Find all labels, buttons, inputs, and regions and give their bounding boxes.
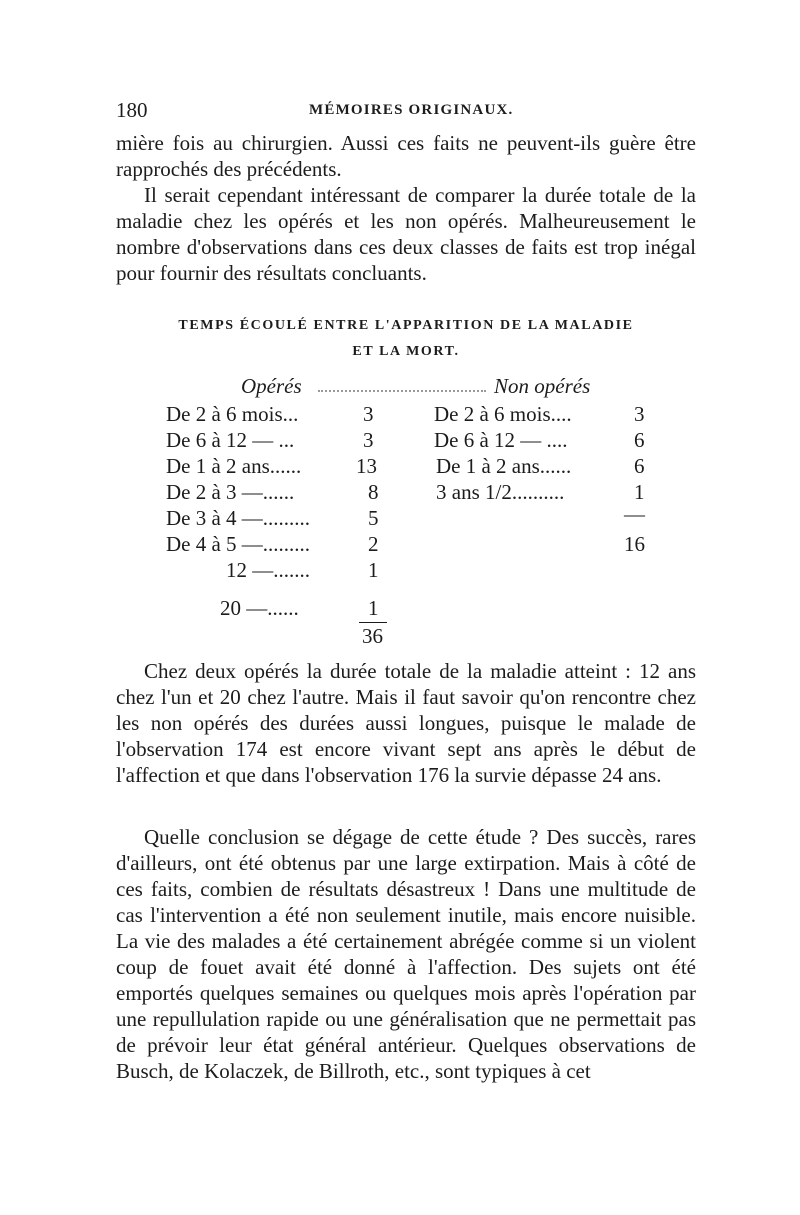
operes-row-value: 8	[368, 480, 379, 504]
running-head: MÉMOIRES ORIGINAUX.	[309, 102, 514, 118]
non-operes-total-rule: —	[624, 502, 645, 526]
operes-row-label: De 2 à 6 mois...	[166, 402, 299, 426]
non-operes-row-value: 6	[634, 428, 645, 452]
operes-row-value: 1	[368, 558, 379, 582]
non-operes-row-value: 6	[634, 454, 645, 478]
non-operes-total: 16	[624, 532, 645, 556]
table-title-line2: ET LA MORT.	[352, 344, 460, 359]
operes-row-value: 5	[368, 506, 379, 530]
column-header-operes: Opérés	[241, 374, 302, 398]
operes-row-label: 12 —.......	[226, 558, 310, 582]
operes-row-label: De 4 à 5 —.........	[166, 532, 311, 556]
operes-row-label: De 6 à 12 — ...	[166, 428, 295, 452]
paragraph-text: mière fois au chirurgien. Aussi ces faits ne peuvent-ils guère être rapprochés des précédents.	[116, 131, 696, 181]
operes-row-value: 3	[363, 428, 374, 452]
operes-row-value: 1	[368, 596, 379, 620]
operes-row-value: 2	[368, 532, 379, 556]
table-title-line1: TEMPS ÉCOULÉ ENTRE L'APPARITION DE LA MALADIE	[178, 318, 634, 333]
paragraph-text: Quelle conclusion se dégage de cette étude ? Des succès, rares d'ailleurs, ont été obtenus par une large extirpation. Mais à côté de ces faits, combien de résultats désastreux ! Dans une multitude de cas l'intervention a été non seulement inutile, mais encore nuisible. La vie des malades a été certainement abrégée comme si un violent coup de fouet avait été donné à l'affection. Des sujets ont été emportés quelques semaines ou quelques mois après l'opération par une repullulation rapide ou une généralisation que ne permettait pas de prévoir leur état général antérieur. Quelques observations de Busch, de Kolaczek, de Billroth, etc., sont typiques à cet	[116, 825, 696, 1083]
operes-row-label: 20 —......	[220, 596, 299, 620]
total-rule	[359, 622, 387, 623]
page-header	[116, 98, 696, 126]
operes-total: 36	[362, 624, 383, 648]
operes-row-label: De 1 à 2 ans......	[166, 454, 302, 478]
leader-dots	[318, 390, 486, 392]
paragraph-conclusion	[116, 824, 696, 1084]
paragraph-comparison	[116, 182, 696, 286]
paragraph-total-duration	[116, 658, 696, 788]
operes-row-value: 3	[363, 402, 374, 426]
column-header-non-operes: Non opérés	[494, 374, 591, 398]
duration-table	[116, 372, 696, 652]
paragraph-text: Il serait cependant intéressant de comparer la durée totale de la maladie chez les opérés et les non opérés. Malheureusement le nombre d'observations dans ces deux classes de faits est trop inégal pour fournir des résultats concluants.	[116, 183, 696, 285]
non-operes-row-label: De 1 à 2 ans......	[436, 454, 572, 478]
non-operes-row-label: 3 ans 1/2..........	[436, 480, 565, 504]
operes-row-label: De 2 à 3 —......	[166, 480, 295, 504]
non-operes-row-label: De 2 à 6 mois....	[434, 402, 572, 426]
paragraph-text: Chez deux opérés la durée totale de la maladie atteint : 12 ans chez l'un et 20 chez l'autre. Mais il faut savoir qu'on rencontre chez les non opérés des durées aussi longues, puisque le malade de l'observation 174 est encore vivant sept ans après le début de l'affection et que dans l'observation 176 la survie dépasse 24 ans.	[116, 659, 696, 787]
non-operes-row-value: 3	[634, 402, 645, 426]
operes-row-label: De 3 à 4 —.........	[166, 506, 311, 530]
page-number: 180	[116, 98, 148, 122]
non-operes-row-label: De 6 à 12 — ....	[434, 428, 568, 452]
operes-row-value: 13	[356, 454, 377, 478]
paragraph-continued	[116, 130, 696, 182]
non-operes-row-value: 1	[634, 480, 645, 504]
